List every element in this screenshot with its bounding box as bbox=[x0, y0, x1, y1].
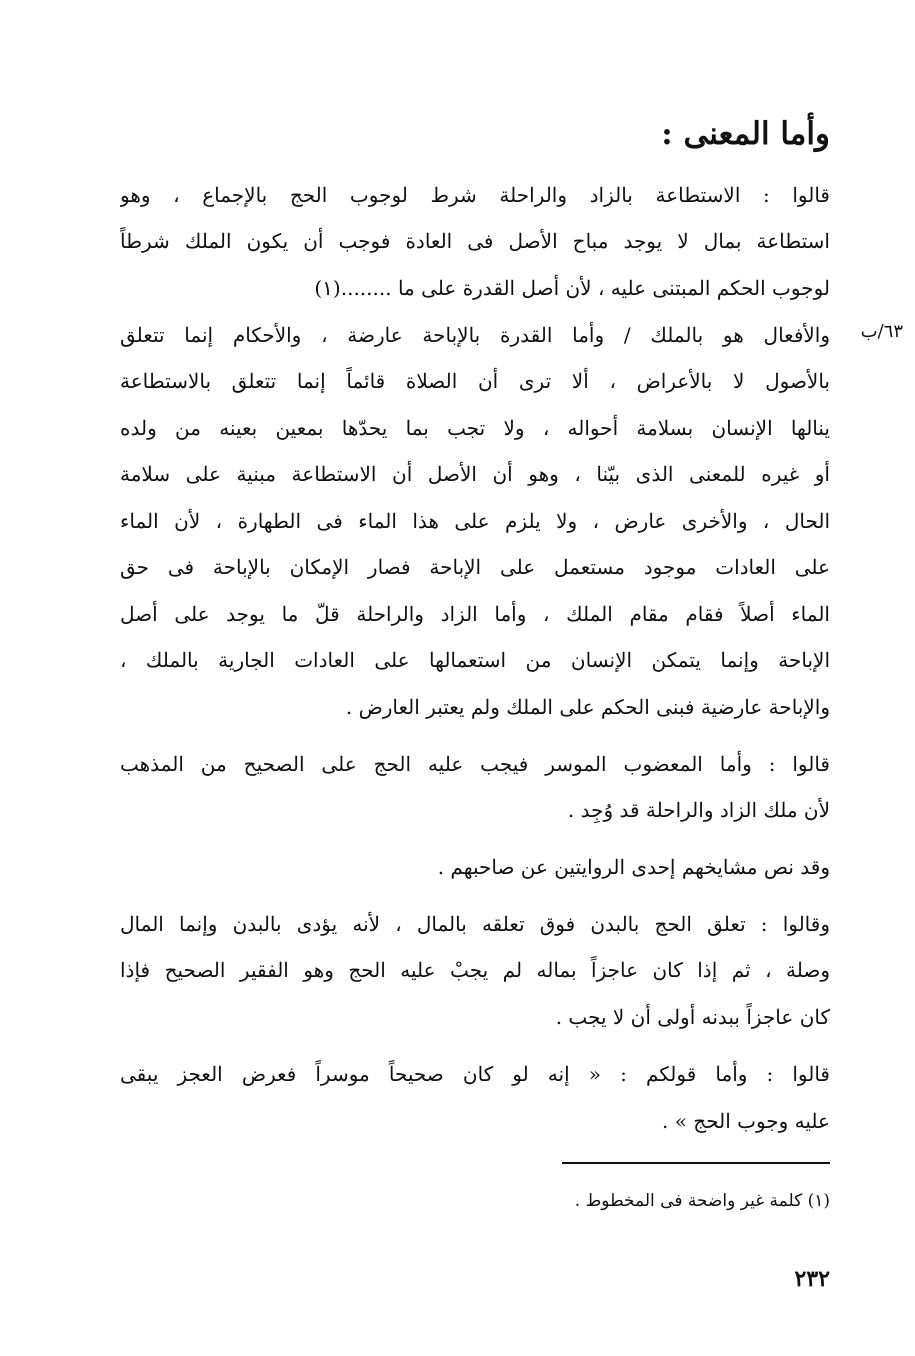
text-line: ينالها الإنسان بسلامة أحواله ، ولا تجب بما يحدّها بمعين بعينه من ولده bbox=[120, 416, 830, 440]
text-line: لأن ملك الزاد والراحلة قد وُجِد . bbox=[567, 798, 830, 822]
footnote: (١) كلمة غير واضحة فى المخطوط . bbox=[574, 1191, 830, 1211]
text-line: وقالوا : تعلق الحج بالبدن فوق تعلقه بالمال ، لأنه يؤدى بالبدن وإنما المال bbox=[120, 912, 830, 936]
text-line: عليه وجوب الحج » . bbox=[662, 1109, 830, 1133]
text-line: كان عاجزاً ببدنه أولى أن لا يجب . bbox=[555, 1005, 830, 1029]
text-line: الإباحة وإنما يتمكن الإنسان من استعمالها على العادات الجارية بالملك ، bbox=[120, 648, 830, 672]
text-line: الماء أصلاً فقام مقام الملك ، وأما الزاد والراحلة قلّ ما يوجد على أصل bbox=[120, 602, 830, 626]
margin-folio-note: ٦٣/ب bbox=[860, 321, 903, 342]
text-line: وصلة ، ثم إذا كان عاجزاً بماله لم يجبْ عليه الحج وهو الفقير الصحيح فإذا bbox=[120, 958, 830, 982]
text-line: الحال ، والأخرى عارض ، ولا يلزم على هذا الماء فى الطهارة ، لأن الماء bbox=[120, 509, 830, 533]
text-line: وقد نص مشايخهم إحدى الروايتين عن صاحبهم . bbox=[437, 855, 830, 879]
text-line: قالوا : الاستطاعة بالزاد والراحلة شرط لوجوب الحج بالإجماع ، وهو bbox=[120, 183, 830, 207]
page-number: ٢٣٢ bbox=[794, 1266, 830, 1292]
text-line: على العادات موجود مستعمل على الإباحة فصار الإمكان بالإباحة فى حق bbox=[120, 555, 830, 579]
text-line: قالوا : وأما قولكم : « إنه لو كان صحيحاً موسراً فعرض العجز يبقى bbox=[120, 1062, 830, 1086]
text-line: بالأصول لا بالأعراض ، ألا ترى أن الصلاة قائماً إنما تتعلق بالاستطاعة bbox=[120, 369, 830, 393]
text-line: قالوا : وأما المعضوب الموسر فيجب عليه الحج على الصحيح من المذهب bbox=[120, 752, 830, 776]
text-line: والإباحة عارضية فبنى الحكم على الملك ولم يعتبر العارض . bbox=[345, 695, 830, 719]
section-heading: وأما المعنى : bbox=[661, 116, 830, 152]
footnote-separator bbox=[562, 1162, 830, 1164]
text-line: استطاعة بمال لا يوجد مباح الأصل فى العادة فوجب أن يكون الملك شرطاً bbox=[120, 229, 830, 253]
text-line: والأفعال هو بالملك / وأما القدرة بالإباحة عارضة ، والأحكام إنما تتعلق bbox=[120, 323, 830, 347]
text-line: أو غيره للمعنى الذى بيّنا ، وهو أن الأصل أن الاستطاعة مبنية على سلامة bbox=[120, 462, 830, 486]
text-line: لوجوب الحكم المبتنى عليه ، لأن أصل القدرة على ما ........(١) bbox=[314, 276, 830, 300]
